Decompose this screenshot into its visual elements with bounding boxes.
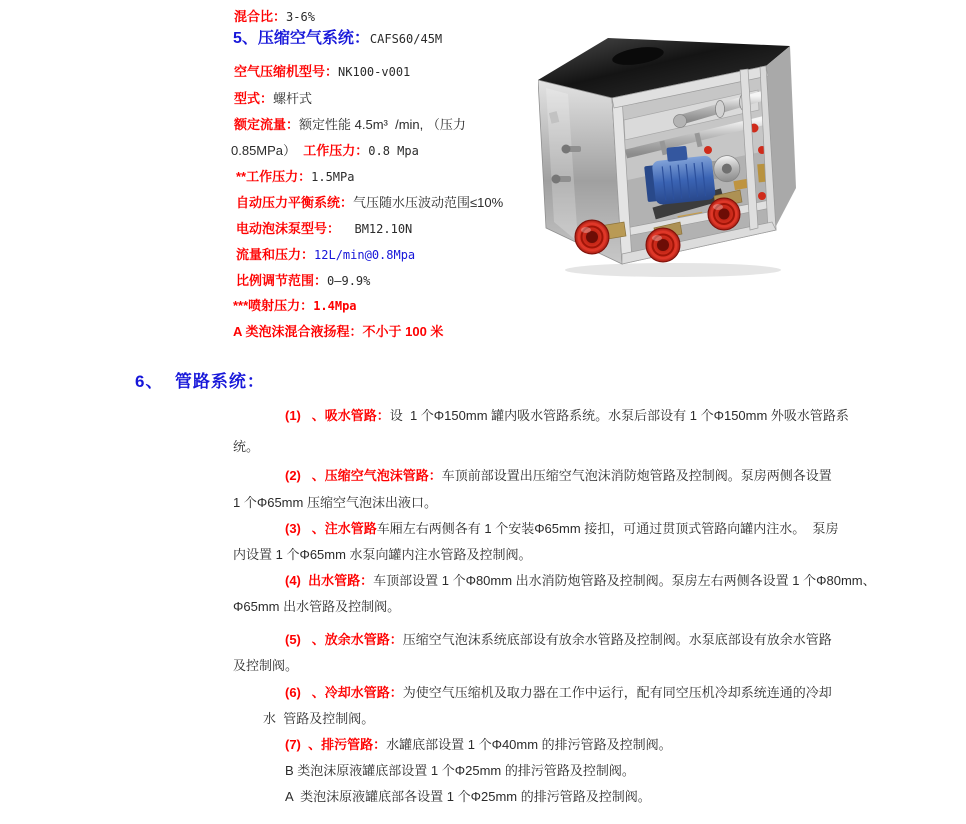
field-label: ***喷射压力： bbox=[233, 298, 314, 313]
item-text: 及控制阀。 bbox=[233, 658, 299, 673]
item-text: 内设置 1 个Φ65mm 水泵向罐内注水管路及控制阀。 bbox=[233, 547, 532, 562]
item-label: (6) 、冷却水管路： bbox=[285, 685, 403, 700]
item-label: (1) 、吸水管路： bbox=[285, 408, 390, 423]
item-text: B 类泡沫原液罐底部设置 1 个Φ25mm 的排污管路及控制阀。 bbox=[285, 763, 635, 778]
piping-item-4-cont bbox=[233, 598, 400, 615]
piping-item-3-cont bbox=[233, 546, 532, 563]
item-text: 设 1 个Φ150mm 罐内吸水管路系统。水泵后部设有 1 个Φ150mm 外吸水管路系 bbox=[389, 408, 849, 423]
item-text: 车顶部设置 1 个Φ80mm 出水消防炮管路及控制阀。泵房左右两侧各设置 1 个Φ80mm、 bbox=[373, 573, 876, 588]
field-label: 混合比： bbox=[234, 9, 287, 24]
field-value: BM12.10N bbox=[340, 222, 413, 236]
field-value: 0.8 Mpa bbox=[368, 144, 419, 158]
field-value: 3-6% bbox=[286, 10, 315, 24]
field-value: 0.85MPa） bbox=[231, 143, 304, 158]
spec-line-rated-flow bbox=[234, 116, 466, 133]
piping-item-1-cont bbox=[233, 438, 259, 455]
cafs-equipment-photo bbox=[538, 32, 808, 282]
spec-line-mix-ratio bbox=[234, 8, 315, 26]
spec-line-ratio-range bbox=[236, 272, 370, 290]
field-text: A 类泡沫混合液扬程：不小于 100 米 bbox=[233, 324, 444, 339]
spec-line-pressure-balance bbox=[236, 194, 503, 211]
field-label: 自动压力平衡系统： bbox=[236, 195, 354, 210]
field-value: NK100-v001 bbox=[338, 65, 411, 79]
field-value: 额定性能 4.5m³ /min, （压力 bbox=[299, 117, 466, 132]
item-text: 为使空气压缩机及取力器在工作中运行，配有同空压机冷却系统连通的冷却 bbox=[402, 685, 832, 700]
spec-line-flow-pressure bbox=[236, 246, 415, 264]
item-label: (3) 、注水管路 bbox=[285, 521, 377, 536]
piping-item-5-cont bbox=[233, 657, 298, 674]
spec-line-injection-pressure bbox=[233, 297, 357, 315]
piping-item-1 bbox=[285, 407, 849, 424]
field-label: 工作压力： bbox=[303, 143, 369, 158]
field-value: 1.5MPa bbox=[311, 170, 355, 184]
field-label: 流量和压力： bbox=[236, 247, 315, 262]
field-label: 比例调节范围： bbox=[236, 273, 328, 288]
piping-item-2 bbox=[285, 467, 832, 484]
item-label: (2) 、压缩空气泡沫管路： bbox=[285, 468, 442, 483]
spec-line-type bbox=[234, 90, 312, 107]
item-label: (4) 出水管路： bbox=[285, 573, 374, 588]
field-label: **工作压力： bbox=[236, 169, 312, 184]
field-value: 0—9.9% bbox=[327, 274, 371, 288]
field-label: 电动泡沫泵型号： bbox=[236, 221, 341, 236]
spec-line-flow-continued bbox=[231, 142, 419, 160]
piping-item-7 bbox=[285, 736, 672, 753]
piping-line-a-tank bbox=[285, 788, 651, 805]
heading-text: 6、 管路系统： bbox=[135, 372, 265, 391]
item-text: 水 管路及控制阀。 bbox=[263, 711, 375, 726]
piping-item-2-cont bbox=[233, 494, 437, 511]
piping-item-3 bbox=[285, 520, 839, 537]
spec-line-compressor-model bbox=[234, 63, 410, 81]
item-label: (5) 、放余水管路： bbox=[285, 632, 403, 647]
field-label: 型式： bbox=[234, 91, 274, 106]
spec-line-work-pressure bbox=[236, 168, 354, 186]
item-text: A 类泡沫原液罐底部各设置 1 个Φ25mm 的排污管路及控制阀。 bbox=[285, 789, 651, 804]
item-text: 1 个Φ65mm 压缩空气泡沫出液口。 bbox=[233, 495, 437, 510]
piping-line-b-tank bbox=[285, 762, 635, 779]
section5-heading bbox=[233, 30, 442, 48]
section6-heading bbox=[135, 373, 265, 391]
field-label: 额定流量： bbox=[234, 117, 300, 132]
piping-item-6 bbox=[285, 684, 832, 701]
piping-item-5 bbox=[285, 631, 832, 648]
machine-shadow bbox=[565, 263, 781, 277]
field-value: 气压随水压波动范围≤10% bbox=[353, 195, 504, 210]
heading-value: CAFS60/45M bbox=[369, 32, 443, 46]
piping-item-6-cont bbox=[263, 710, 374, 727]
item-text: 统。 bbox=[233, 439, 260, 454]
field-value: 1.4Mpa bbox=[313, 299, 357, 313]
item-text: 车厢左右两侧各有 1 个安装Φ65mm 接扣，可通过贯顶式管路向罐内注水。 泵房 bbox=[376, 521, 839, 536]
item-text: 水罐底部设置 1 个Φ40mm 的排污管路及控制阀。 bbox=[386, 737, 672, 752]
item-text: 车顶前部设置出压缩空气泡沫消防炮管路及控制阀。泵房两侧各设置 bbox=[441, 468, 832, 483]
item-label: (7) 、排污管路： bbox=[285, 737, 387, 752]
item-text: 压缩空气泡沫系统底部设有放余水管路及控制阀。水泵底部设有放余水管路 bbox=[402, 632, 832, 647]
field-label: 空气压缩机型号： bbox=[234, 64, 339, 79]
item-text: Φ65mm 出水管路及控制阀。 bbox=[233, 599, 401, 614]
spec-line-foam-pump-model bbox=[236, 220, 412, 238]
piping-item-4 bbox=[285, 572, 876, 589]
heading-text: 5、压缩空气系统： bbox=[233, 30, 370, 47]
field-value: 12L/min@0.8Mpa bbox=[314, 248, 416, 262]
field-value: 螺杆式 bbox=[273, 91, 313, 106]
spec-line-foam-lift bbox=[233, 323, 443, 340]
